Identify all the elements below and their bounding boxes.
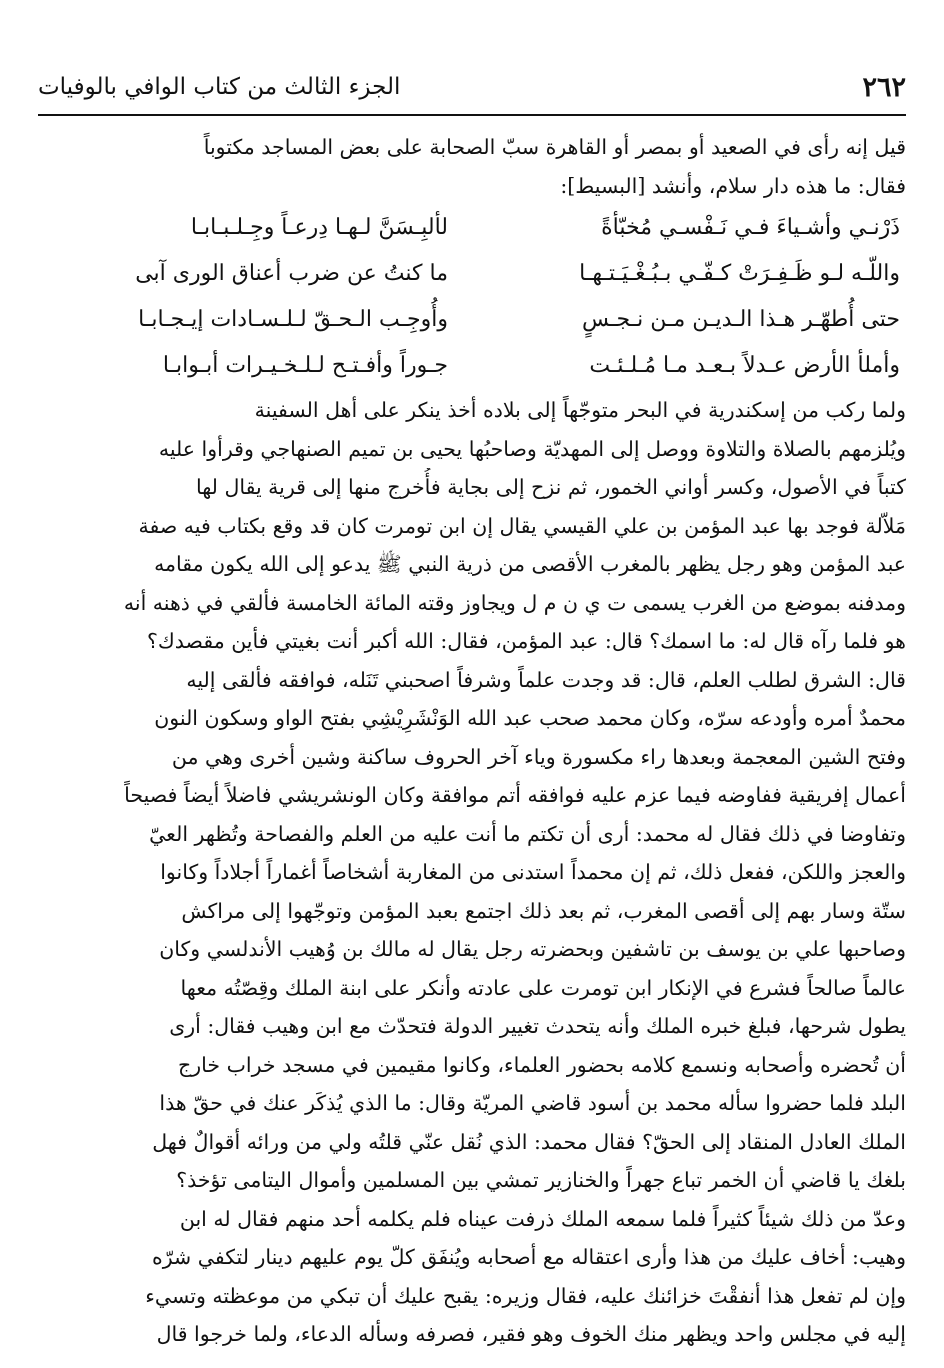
- text-line: وتفاوضا في ذلك فقال له محمد: أرى أن تكتم ما أنت عليه من العلم والفصاحة وتُظهر العيّ: [149, 821, 906, 846]
- text-line: ولما ركب من إسكندرية في البحر متوجّهاً إلى بلاده أخذ ينكر على أهل السفينة: [254, 398, 906, 422]
- text-line: هو فلما رآه قال له: ما اسمك؟ قال: عبد المؤمن، فقال: الله أكبر أنت بغيتي فأين مقصدك؟: [147, 629, 906, 653]
- verse-first-hemistich: وأملأ الأرض عـدلاً بـعـد مـا مُـلـئـت: [589, 353, 900, 378]
- running-title: الجزء الثالث من كتاب الوافي بالوفيات: [38, 74, 401, 100]
- text-line: البلد فلما حضروا سأله محمد بن أسود قاضي المريّة وقال: ما الذي يُذكَر عنك في حقّ هذا: [159, 1091, 906, 1115]
- verse-first-hemistich: حتى أُطهّـر هـذا الـديـن مـن نـجـسٍ: [582, 307, 900, 332]
- text-line: وعدّ من ذلك شيئاً كثيراً فلما سمعه الملك ذرفت عيناه فلم يكلمه أحد منهم فقال له ابن: [179, 1206, 906, 1231]
- verse: [38, 343, 906, 389]
- text-line: محمدٌ أمره وأودعه سرّه، وكان محمد صحب عبد الله الوَنْشَرِيْشِي بفتح الواو وسكون النون: [154, 706, 906, 730]
- verse-second-hemistich: ما كنتُ عن ضرب أعناق الورى آبى: [135, 261, 448, 286]
- text-line: فقال: ما هذه دار سلام، وأنشد [البسيط]:: [560, 173, 906, 198]
- text-line: ستّة وسار بهم إلى أقصى المغرب، ثم بعد ذلك اجتمع بعبد المؤمن وتوجّهوا إلى مراكش: [181, 898, 906, 923]
- text-line: أن تُحضره وأصحابه ونسمع كلامه بحضور العلماء، وكانوا مقيمين في مسجد خراب خارج: [178, 1052, 906, 1077]
- verse: [38, 297, 906, 343]
- poem: [38, 205, 906, 389]
- verse-second-hemistich: وأُوجِـب الـحـقّ لـلـسـادات إيـجـابـا: [138, 307, 448, 332]
- body-text: [38, 391, 906, 1354]
- page-header: [38, 62, 906, 112]
- text-line: وفتح الشين المعجمة وبعدها راء مكسورة وياء آخر الحروف ساكنة وشين أخرى وهي من: [171, 744, 906, 769]
- text-line: إليه في مجلس واحد ويظهر منك الخوف وهو فقير، فصرفه وسأله الدعاء، ولما خرجوا قال: [156, 1322, 906, 1346]
- text-line: بلغك يا قاضي أن الخمر تباع جهراً والخنازير تمشي بين المسلمين وأموال اليتامى تؤخذ؟: [176, 1168, 906, 1192]
- verse: [38, 251, 906, 297]
- text-line: كتباً في الأصول، وكسر أواني الخمور، ثم نزح إلى بجاية فأُخرج منها إلى قرية يقال لها: [195, 475, 906, 499]
- text-line: ويُلزمهم بالصلاة والتلاوة ووصل إلى المهديّة وصاحبُها يحيى بن تميم الصنهاجي وقرأوا عليه: [158, 436, 906, 461]
- verse-first-hemistich: ذَرْنـي وأشـياءَ فـي نَـفْسـي مُخبّأةً: [601, 215, 900, 240]
- header-rule: [38, 114, 906, 116]
- text-line: عبد المؤمن وهو رجل يظهر بالمغرب الأقصى من ذرية النبي ﷺ يدعو إلى الله يكون مقامه: [154, 552, 906, 576]
- verse: [38, 205, 906, 251]
- text-line: الملك العادل المنقاد إلى الحقّ؟ فقال محمد: الذي نُقل عنّي قلتُه ولي من ورائه أقوالٌ فهل: [152, 1129, 906, 1154]
- text-line: أعمال إفريقية ففاوضه فيما عزم عليه فوافقه أتم موافقة وكان الونشريشي فاضلاً أيضاً فصيحاً: [124, 783, 906, 807]
- text-line: والعجز واللكن، ففعل ذلك، ثم إن محمداً استدنى من المغاربة أشخاصاً أغماراً أجلاداً وكانوا: [160, 860, 906, 884]
- text-line: قيل إنه رأى في الصعيد أو بمصر أو القاهرة سبّ الصحابة على بعض المساجد مكتوباً: [203, 135, 906, 159]
- page-body: [38, 128, 906, 1354]
- text-line: وإن لم تفعل هذا أنفقْتَ خزائنك عليه، فقال وزيره: يقبح عليك أن تبكي من موعظته وتسيء: [145, 1283, 906, 1308]
- text-line: وصاحبها علي بن يوسف بن تاشفين وبحضرته رجل يقال له مالك بن وُهيب الأندلسي وكان: [159, 937, 906, 961]
- text-line: وهيب: أخاف عليك من هذا وأرى اعتقاله مع أصحابه ويُنفَق كلّ يوم عليهم دينار لتكفي شرّه: [152, 1245, 906, 1269]
- text-line: ومدفنه بموضع من الغرب يسمى ت ي ن م ل ويجاوز وقته المائة الخامسة فألقي في ذهنه أنه: [123, 590, 906, 615]
- text-line: عالماً صالحاً فشرع في الإنكار ابن تومرت على عادته وأنكر على ابنة الملك وقِصّتُه معها: [180, 975, 906, 1000]
- page-number: ٢٦٢: [862, 71, 906, 103]
- text-line: يطول شرحها، فبلغ خبره الملك وأنه يتحدث تغيير الدولة فتحدّث مع ابن وهيب فقال: أرى: [169, 1014, 906, 1038]
- verse-second-hemistich: لألبِـسَنَّ لـهـا دِرعـاً وجِـلـبـابـا: [190, 215, 448, 240]
- text-line: قال: الشرق لطلب العلم، قال: قد وجدت علماً وشرفاً اصحبني تَنَله، فوافقه فألقى إليه: [186, 667, 906, 692]
- verse-second-hemistich: جـوراً وأفـتـح لـلـخـيـرات أبـوابـا: [162, 353, 448, 378]
- verse-first-hemistich: واللّـه لـو ظَـفِـرَتْ كـفّـي بـبُـغْـيَـتـهـا: [579, 261, 900, 286]
- text-line: مَلاّلة فوجد بها عبد المؤمن بن علي القيسي يقال إن ابن تومرت كان قد وقع بكتاب فيه صفة: [138, 513, 906, 538]
